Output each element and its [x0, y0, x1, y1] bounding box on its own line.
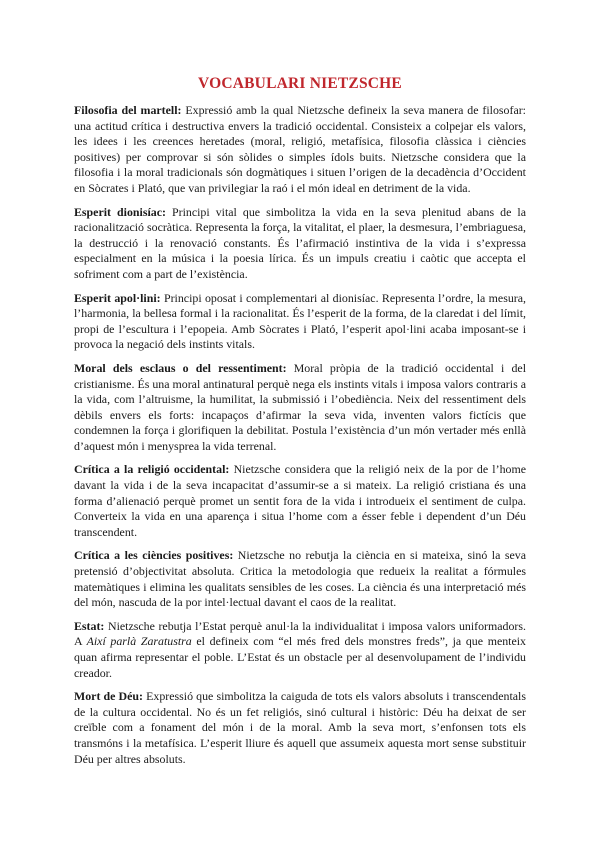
- entry-text: Nietzsche no rebutja la ciència en si mateixa, sinó la seva pretensió d’objectivitat absoluta. Critica la metodologia que redueix la realitat a fórmules matemàtiques i elimina les qualitats sensibles de les coses. La ciència és una interpretació més del món, nascuda de la por intel·lectual davant el caos de la realitat.: [74, 548, 526, 610]
- entry-term: Mort de Déu:: [74, 689, 143, 704]
- book-title: Així parlà Zaratustra: [86, 634, 192, 649]
- entry-critica-ciencies: [74, 548, 526, 610]
- entry-text-before: Nietzsche rebutja l’Estat perquè anul·la la individualitat i imposa valors uniformadors. A: [74, 618, 526, 649]
- entry-term: Esperit apol·lini:: [74, 290, 161, 305]
- entry-term: Estat:: [74, 618, 105, 633]
- entry-mort-de-deu: [74, 689, 526, 767]
- entry-text: Principi oposat i complementari al dionisíac. Representa l’ordre, la mesura, l’harmonia, la bellesa formal i la racionalitat. És l’esperit de la forma, de la claredat i del límit, propi de l’escultura i l’epopeia. Amb Sòcrates i Plató, l’esperit apol·lini acaba imposant-se i provoca la negació dels instints vitals.: [74, 290, 526, 352]
- entry-text: Principi vital que simbolitza la vida en la seva plenitud abans de la racionalització socràtica. Representa la força, la vitalitat, el plaer, la desmesura, l’embriaguesa, la destrucció i la renovació constants. És l’afirmació instintiva de la vida i s’expressa especialment en la música i la poesia lírica. És un impuls creatiu i caòtic que accepta el sofriment com a part de l’existència.: [74, 204, 526, 281]
- entry-moral-dels-esclaus: [74, 361, 526, 455]
- entry-text: Expressió que simbolitza la caiguda de tots els valors absoluts i transcendentals de la cultura occidental. No és un fet religiós, sinó cultural i històric: Déu ha deixat de ser creïble com a fonament del món i de la moral. Amb la seva mort, s’enfonsen tots els transmóns i la metafísica. L’esperit lliure és aquell que assumeix aquesta mort sense substituir Déu per altres absoluts.: [74, 689, 526, 766]
- entry-filosofia-del-martell: [74, 103, 526, 197]
- entry-term: Crítica a les ciències positives:: [74, 548, 234, 563]
- entry-critica-religio: [74, 462, 526, 540]
- entry-estat: [74, 619, 526, 681]
- entry-term: Crítica a la religió occidental:: [74, 462, 230, 477]
- entry-term: Moral dels esclaus o del ressentiment:: [74, 360, 287, 375]
- entry-text: Moral pròpia de la tradició occidental i del cristianisme. És una moral antinatural perquè nega els instints vitals i imposa valors contraris a la vida, com l’altruisme, la humilitat, la submissió i l’obediència. Neix del ressentiment dels dèbils envers els forts: incapaços d’afirmar la seva vida, inventen valors fictícis que condemnen la força i glorifiquen la debilitat. Postula l’existència d’un món vertader més enllà d’aquest món i menysprea la vida terrenal.: [74, 360, 526, 453]
- entry-term: Esperit dionisíac:: [74, 204, 166, 219]
- entry-text-after: el defineix com “el més fred dels monstres freds”, ja que menteix quan afirma representar el poble. L’Estat és un obstacle per al desenvolupament de l’individu creador.: [74, 634, 526, 680]
- entry-esperit-apollini: [74, 291, 526, 353]
- entry-text: Nietzsche considera que la religió neix de la por de l’home davant la vida i de la seva incapacitat d’assumir-se a si mateix. La religió cristiana és una forma d’alienació perquè promet un sentit fora de la vida i introdueix el sentiment de culpa. Converteix la vida en una aparença i situa l’home com a ésser feble i dependent d’un Déu transcendent.: [74, 462, 526, 539]
- entry-esperit-dionisiac: [74, 205, 526, 283]
- entry-term: Filosofia del martell:: [74, 103, 182, 117]
- document-title: VOCABULARI NIETZSCHE: [198, 75, 402, 92]
- document-page: [74, 74, 526, 775]
- entry-text: Expressió amb la qual Nietzsche defineix la seva manera de filosofar: una actitud crítica i destructiva envers la tradició occidental. Consisteix a colpejar els valors, les idees i les creences heretades (moral, religió, metafísica, filosofia clàssica i ciències positives) per comprovar si són sòlides o simples ídols buits. Nietzsche considera que la filosofia i la moral tradicionals són dogmàtiques i situen l’origen de la decadència d’Occident en Sòcrates i Plató, que van privilegiar la raó i el món ideal en detriment de la vida.: [74, 103, 526, 195]
